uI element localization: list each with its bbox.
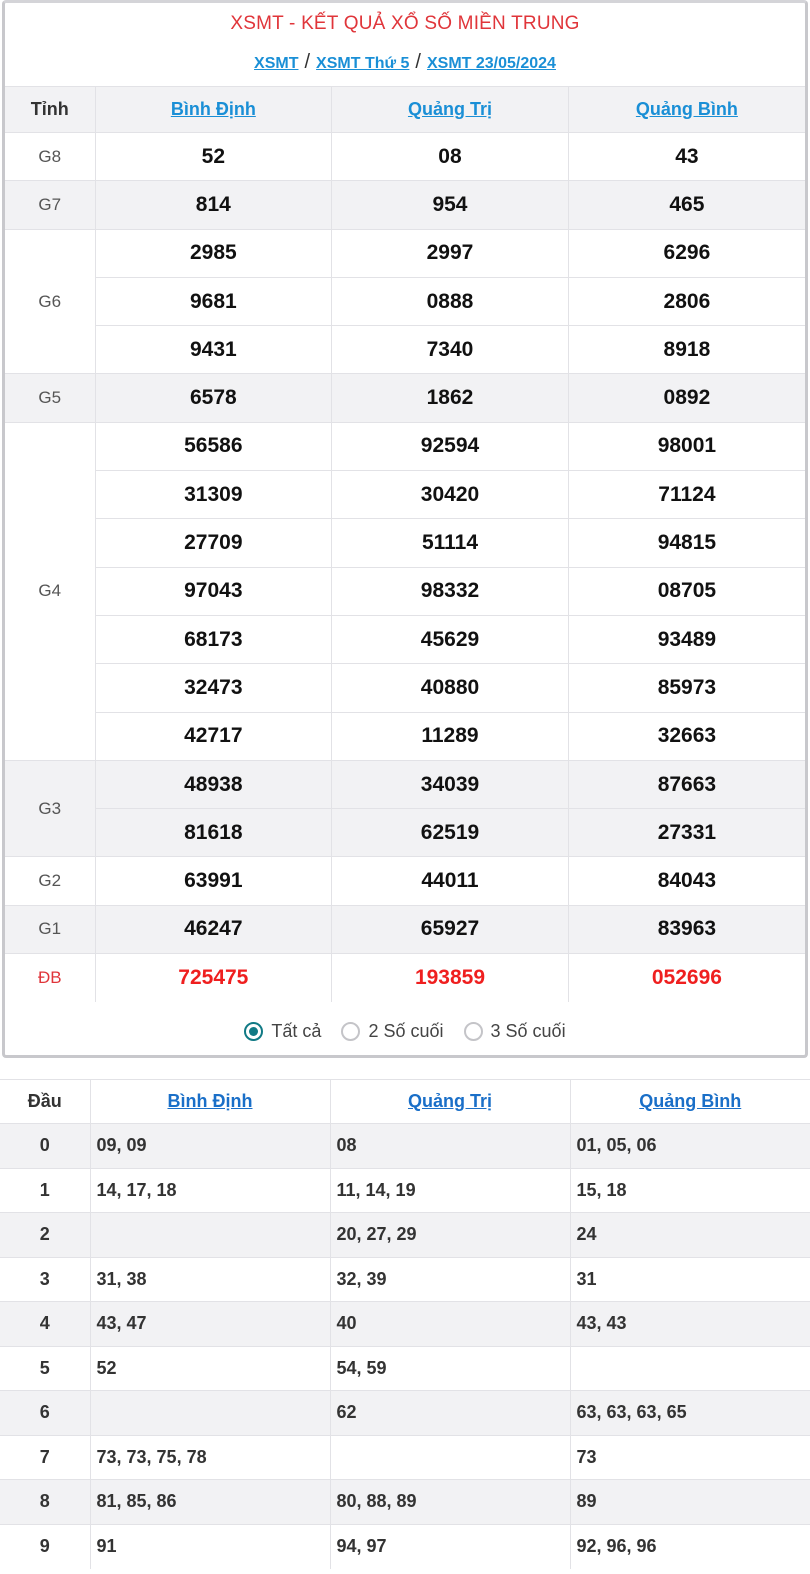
prize-row	[5, 326, 805, 374]
prize-row	[5, 664, 805, 712]
loto-province-link-quang-tri[interactable]: Quảng Trị	[407, 1091, 492, 1111]
province-link-quang-binh[interactable]: Quảng Bình	[635, 99, 738, 119]
prize-number: 0892	[568, 374, 805, 422]
results-header-row	[5, 87, 805, 133]
loto-head-digit: 7	[0, 1435, 90, 1480]
breadcrumb	[5, 51, 805, 77]
prize-label: G2	[5, 857, 95, 905]
prize-number: 11289	[332, 712, 569, 760]
prize-number: 954	[332, 181, 569, 229]
prize-number: 51114	[332, 519, 569, 567]
prize-number: 85973	[568, 664, 805, 712]
loto-row	[0, 1435, 810, 1480]
results-card	[2, 0, 808, 1058]
loto-values: 92, 96, 96	[570, 1524, 810, 1569]
prize-number: 9431	[95, 326, 332, 374]
prize-label: G1	[5, 905, 95, 953]
loto-values	[90, 1391, 330, 1436]
loto-values: 94, 97	[330, 1524, 570, 1569]
prize-number: 08	[332, 133, 569, 181]
radio-unchecked-icon[interactable]	[341, 1022, 360, 1041]
special-prize-number: 052696	[568, 954, 805, 1002]
prize-number: 2985	[95, 229, 332, 277]
loto-values	[330, 1435, 570, 1480]
prize-number: 52	[95, 133, 332, 181]
prize-number: 93489	[568, 615, 805, 663]
prize-number: 65927	[332, 905, 569, 953]
loto-row	[0, 1302, 810, 1347]
loto-head-digit: 8	[0, 1480, 90, 1525]
breadcrumb-xsmt-thu5[interactable]: XSMT Thứ 5	[316, 55, 410, 72]
prize-row	[5, 760, 805, 808]
loto-values: 24	[570, 1213, 810, 1258]
prize-number: 40880	[332, 664, 569, 712]
loto-head-digit: 9	[0, 1524, 90, 1569]
prize-number: 1862	[332, 374, 569, 422]
special-prize-number: 725475	[95, 954, 332, 1002]
prize-number: 27709	[95, 519, 332, 567]
prize-number: 43	[568, 133, 805, 181]
prize-row	[5, 181, 805, 229]
province-header	[568, 87, 805, 133]
filter-radio-2-digits[interactable]	[341, 1021, 443, 1042]
province-link-binh-dinh[interactable]: Bình Định	[170, 99, 256, 119]
loto-row	[0, 1124, 810, 1169]
prize-number: 92594	[332, 422, 569, 470]
loto-values: 15, 18	[570, 1168, 810, 1213]
loto-head-digit: 1	[0, 1168, 90, 1213]
prize-row	[5, 712, 805, 760]
province-header	[95, 87, 332, 133]
loto-values: 80, 88, 89	[330, 1480, 570, 1525]
loto-values: 63, 63, 63, 65	[570, 1391, 810, 1436]
results-table	[5, 86, 805, 1002]
prize-number: 83963	[568, 905, 805, 953]
head-column-label: Đầu	[0, 1080, 90, 1124]
prize-number: 0888	[332, 277, 569, 325]
prize-number: 84043	[568, 857, 805, 905]
loto-head-digit: 2	[0, 1213, 90, 1258]
loto-values: 32, 39	[330, 1257, 570, 1302]
prize-label: G8	[5, 133, 95, 181]
loto-row	[0, 1257, 810, 1302]
prize-number: 44011	[332, 857, 569, 905]
prize-number: 32473	[95, 664, 332, 712]
prize-row	[5, 374, 805, 422]
prize-row	[5, 809, 805, 857]
province-column-label: Tỉnh	[5, 87, 95, 133]
prize-number: 814	[95, 181, 332, 229]
loto-row	[0, 1480, 810, 1525]
prize-number: 45629	[332, 615, 569, 663]
filter-radio-3-digits[interactable]	[464, 1021, 566, 1042]
prize-row	[5, 857, 805, 905]
prize-number: 32663	[568, 712, 805, 760]
province-header	[90, 1080, 330, 1124]
loto-row	[0, 1168, 810, 1213]
loto-values: 40	[330, 1302, 570, 1347]
prize-label: G6	[5, 229, 95, 374]
loto-values: 73	[570, 1435, 810, 1480]
prize-row	[5, 567, 805, 615]
prize-row	[5, 229, 805, 277]
loto-values: 31	[570, 1257, 810, 1302]
prize-number: 08705	[568, 567, 805, 615]
loto-values: 89	[570, 1480, 810, 1525]
prize-label: ĐB	[5, 954, 95, 1002]
loto-head-digit: 4	[0, 1302, 90, 1347]
prize-label: G4	[5, 422, 95, 760]
digit-filter	[5, 1015, 805, 1047]
loto-values: 52	[90, 1346, 330, 1391]
prize-row	[5, 133, 805, 181]
prize-number: 27331	[568, 809, 805, 857]
filter-label: 3 Số cuối	[490, 1020, 566, 1041]
loto-values: 43, 47	[90, 1302, 330, 1347]
loto-values: 81, 85, 86	[90, 1480, 330, 1525]
prize-row	[5, 519, 805, 567]
prize-number: 30420	[332, 471, 569, 519]
prize-number: 94815	[568, 519, 805, 567]
loto-values: 54, 59	[330, 1346, 570, 1391]
prize-number: 7340	[332, 326, 569, 374]
breadcrumb-xsmt[interactable]: XSMT	[254, 55, 299, 72]
loto-row	[0, 1346, 810, 1391]
loto-row	[0, 1391, 810, 1436]
loto-head-digit: 6	[0, 1391, 90, 1436]
radio-unchecked-icon[interactable]	[464, 1022, 483, 1041]
prize-row	[5, 277, 805, 325]
loto-values: 08	[330, 1124, 570, 1169]
filter-radio-all[interactable]	[244, 1021, 321, 1042]
prize-number: 6578	[95, 374, 332, 422]
prize-number: 98332	[332, 567, 569, 615]
loto-values: 62	[330, 1391, 570, 1436]
loto-province-link-quang-binh[interactable]: Quảng Bình	[639, 1091, 742, 1111]
loto-values: 11, 14, 19	[330, 1168, 570, 1213]
prize-number: 9681	[95, 277, 332, 325]
prize-label: G5	[5, 374, 95, 422]
prize-number: 2997	[332, 229, 569, 277]
loto-row	[0, 1524, 810, 1569]
prize-number: 97043	[95, 567, 332, 615]
prize-number: 87663	[568, 760, 805, 808]
province-header	[332, 87, 569, 133]
prize-number: 71124	[568, 471, 805, 519]
prize-number: 2806	[568, 277, 805, 325]
prize-number: 48938	[95, 760, 332, 808]
loto-row	[0, 1213, 810, 1258]
filter-label: 2 Số cuối	[368, 1020, 444, 1041]
prize-number: 8918	[568, 326, 805, 374]
radio-checked-icon[interactable]	[244, 1022, 263, 1041]
prize-number: 98001	[568, 422, 805, 470]
loto-values	[90, 1213, 330, 1258]
prize-number: 31309	[95, 471, 332, 519]
loto-values: 09, 09	[90, 1124, 330, 1169]
loto-values: 43, 43	[570, 1302, 810, 1347]
loto-values	[570, 1346, 810, 1391]
loto-values: 14, 17, 18	[90, 1168, 330, 1213]
loto-values: 91	[90, 1524, 330, 1569]
prize-number: 56586	[95, 422, 332, 470]
prize-number: 68173	[95, 615, 332, 663]
province-header	[330, 1080, 570, 1124]
prize-label: G3	[5, 760, 95, 857]
loto-head-digit: 3	[0, 1257, 90, 1302]
prize-row	[5, 422, 805, 470]
loto-table	[0, 1079, 810, 1569]
prize-number: 6296	[568, 229, 805, 277]
loto-values: 20, 27, 29	[330, 1213, 570, 1258]
loto-head-digit: 5	[0, 1346, 90, 1391]
prize-number: 81618	[95, 809, 332, 857]
prize-row	[5, 954, 805, 1002]
loto-province-link-binh-dinh[interactable]: Bình Định	[167, 1091, 253, 1111]
prize-number: 62519	[332, 809, 569, 857]
prize-number: 465	[568, 181, 805, 229]
province-link-quang-tri[interactable]: Quảng Trị	[407, 99, 492, 119]
breadcrumb-xsmt-date[interactable]: XSMT 23/05/2024	[426, 55, 556, 72]
special-prize-number: 193859	[332, 954, 569, 1002]
prize-number: 46247	[95, 905, 332, 953]
prize-number: 42717	[95, 712, 332, 760]
province-header	[570, 1080, 810, 1124]
prize-row	[5, 905, 805, 953]
loto-head-digit: 0	[0, 1124, 90, 1169]
loto-values: 73, 73, 75, 78	[90, 1435, 330, 1480]
prize-label: G7	[5, 181, 95, 229]
loto-values: 01, 05, 06	[570, 1124, 810, 1169]
loto-header-row	[0, 1080, 810, 1124]
prize-number: 34039	[332, 760, 569, 808]
page-title: XSMT - KẾT QUẢ XỔ SỐ MIỀN TRUNG	[230, 13, 580, 34]
filter-label: Tất cả	[271, 1020, 322, 1041]
prize-number: 63991	[95, 857, 332, 905]
breadcrumb-separator: /	[304, 51, 311, 73]
breadcrumb-separator: /	[415, 51, 421, 73]
prize-row	[5, 471, 805, 519]
loto-values: 31, 38	[90, 1257, 330, 1302]
prize-row	[5, 615, 805, 663]
